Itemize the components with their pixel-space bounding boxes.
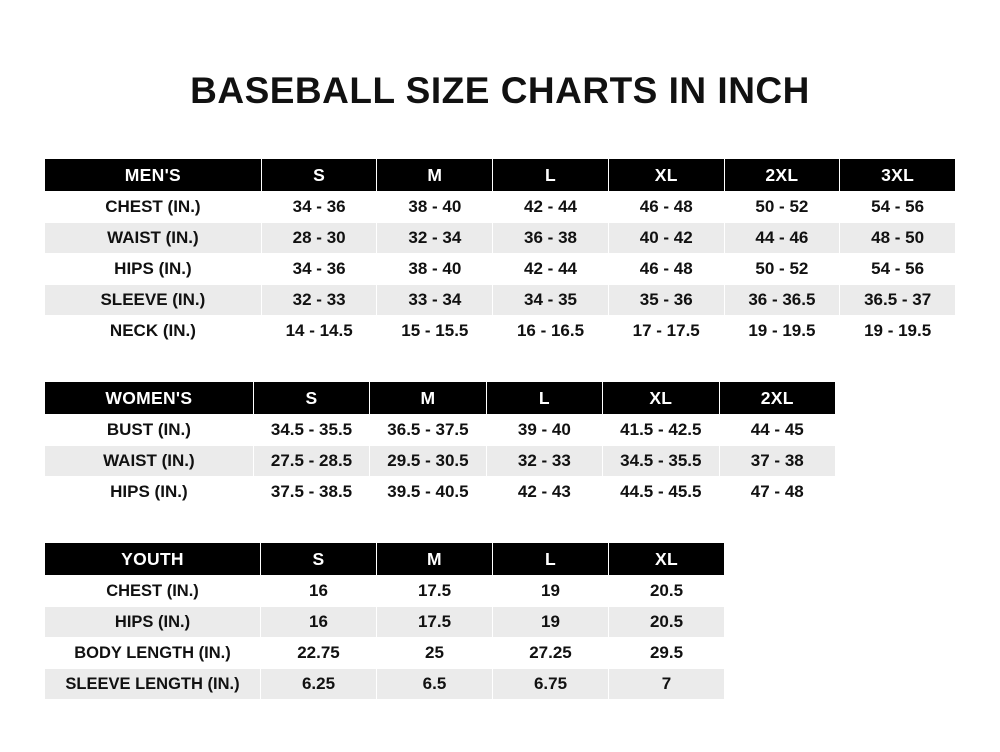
cell: 54 - 56 bbox=[840, 192, 956, 223]
row-label: WAIST (IN.) bbox=[45, 446, 254, 477]
cell: 16 bbox=[261, 576, 377, 607]
womens-table-header bbox=[45, 382, 836, 415]
mens-size-table bbox=[44, 158, 956, 347]
cell: 19 - 19.5 bbox=[724, 316, 840, 347]
cell: 37.5 - 38.5 bbox=[253, 477, 369, 508]
cell: 6.25 bbox=[261, 669, 377, 700]
row-label: HIPS (IN.) bbox=[45, 607, 261, 638]
youth-table-header bbox=[45, 543, 725, 576]
cell: 27.5 - 28.5 bbox=[253, 446, 369, 477]
womens-header-l: L bbox=[486, 382, 602, 415]
table-row bbox=[45, 285, 956, 316]
table-row bbox=[45, 223, 956, 254]
cell: 32 - 33 bbox=[261, 285, 377, 316]
cell: 34 - 35 bbox=[493, 285, 609, 316]
page-title: BASEBALL SIZE CHARTS IN INCH bbox=[190, 70, 810, 111]
cell: 28 - 30 bbox=[261, 223, 377, 254]
cell: 6.75 bbox=[493, 669, 609, 700]
womens-table-body bbox=[45, 415, 836, 508]
cell: 17 - 17.5 bbox=[608, 316, 724, 347]
cell: 46 - 48 bbox=[608, 192, 724, 223]
cell: 32 - 34 bbox=[377, 223, 493, 254]
cell: 36 - 36.5 bbox=[724, 285, 840, 316]
youth-header-s: S bbox=[261, 543, 377, 576]
youth-table-body bbox=[45, 576, 725, 700]
cell: 40 - 42 bbox=[608, 223, 724, 254]
row-label: SLEEVE LENGTH (IN.) bbox=[45, 669, 261, 700]
cell: 44 - 46 bbox=[724, 223, 840, 254]
table-row bbox=[45, 638, 725, 669]
row-label: SLEEVE (IN.) bbox=[45, 285, 262, 316]
mens-table-body bbox=[45, 192, 956, 347]
row-label: BUST (IN.) bbox=[45, 415, 254, 446]
cell: 34.5 - 35.5 bbox=[603, 446, 719, 477]
mens-header-m: M bbox=[377, 159, 493, 192]
table-row bbox=[45, 415, 836, 446]
cell: 32 - 33 bbox=[486, 446, 602, 477]
cell: 47 - 48 bbox=[719, 477, 835, 508]
row-label: HIPS (IN.) bbox=[45, 254, 262, 285]
cell: 29.5 - 30.5 bbox=[370, 446, 486, 477]
cell: 16 bbox=[261, 607, 377, 638]
cell: 42 - 44 bbox=[493, 254, 609, 285]
cell: 29.5 bbox=[609, 638, 725, 669]
mens-header-s: S bbox=[261, 159, 377, 192]
cell: 16 - 16.5 bbox=[493, 316, 609, 347]
cell: 54 - 56 bbox=[840, 254, 956, 285]
table-row bbox=[45, 192, 956, 223]
cell: 44 - 45 bbox=[719, 415, 835, 446]
cell: 39.5 - 40.5 bbox=[370, 477, 486, 508]
cell: 42 - 44 bbox=[493, 192, 609, 223]
womens-header-m: M bbox=[370, 382, 486, 415]
row-label: CHEST (IN.) bbox=[45, 576, 261, 607]
cell: 48 - 50 bbox=[840, 223, 956, 254]
youth-header-category: YOUTH bbox=[45, 543, 261, 576]
table-row bbox=[45, 316, 956, 347]
table-header-row bbox=[45, 543, 725, 576]
cell: 44.5 - 45.5 bbox=[603, 477, 719, 508]
cell: 20.5 bbox=[609, 576, 725, 607]
cell: 35 - 36 bbox=[608, 285, 724, 316]
cell: 33 - 34 bbox=[377, 285, 493, 316]
table-row bbox=[45, 607, 725, 638]
table-header-row bbox=[45, 159, 956, 192]
cell: 22.75 bbox=[261, 638, 377, 669]
womens-header-category: WOMEN'S bbox=[45, 382, 254, 415]
cell: 6.5 bbox=[377, 669, 493, 700]
womens-header-2xl: 2XL bbox=[719, 382, 835, 415]
cell: 15 - 15.5 bbox=[377, 316, 493, 347]
cell: 37 - 38 bbox=[719, 446, 835, 477]
cell: 25 bbox=[377, 638, 493, 669]
mens-header-xl: XL bbox=[608, 159, 724, 192]
cell: 17.5 bbox=[377, 607, 493, 638]
table-row bbox=[45, 576, 725, 607]
row-label: CHEST (IN.) bbox=[45, 192, 262, 223]
row-label: NECK (IN.) bbox=[45, 316, 262, 347]
mens-header-category: MEN'S bbox=[45, 159, 262, 192]
cell: 19 - 19.5 bbox=[840, 316, 956, 347]
womens-size-table bbox=[44, 381, 836, 508]
cell: 19 bbox=[493, 576, 609, 607]
mens-header-l: L bbox=[493, 159, 609, 192]
cell: 34 - 36 bbox=[261, 192, 377, 223]
table-header-row bbox=[45, 382, 836, 415]
cell: 36.5 - 37 bbox=[840, 285, 956, 316]
cell: 38 - 40 bbox=[377, 192, 493, 223]
youth-header-m: M bbox=[377, 543, 493, 576]
cell: 41.5 - 42.5 bbox=[603, 415, 719, 446]
cell: 34.5 - 35.5 bbox=[253, 415, 369, 446]
row-label: BODY LENGTH (IN.) bbox=[45, 638, 261, 669]
table-row bbox=[45, 477, 836, 508]
cell: 38 - 40 bbox=[377, 254, 493, 285]
cell: 50 - 52 bbox=[724, 192, 840, 223]
womens-header-s: S bbox=[253, 382, 369, 415]
cell: 50 - 52 bbox=[724, 254, 840, 285]
cell: 20.5 bbox=[609, 607, 725, 638]
cell: 7 bbox=[609, 669, 725, 700]
cell: 46 - 48 bbox=[608, 254, 724, 285]
cell: 14 - 14.5 bbox=[261, 316, 377, 347]
table-row bbox=[45, 254, 956, 285]
mens-header-3xl: 3XL bbox=[840, 159, 956, 192]
cell: 36.5 - 37.5 bbox=[370, 415, 486, 446]
womens-header-xl: XL bbox=[603, 382, 719, 415]
cell: 19 bbox=[493, 607, 609, 638]
cell: 34 - 36 bbox=[261, 254, 377, 285]
cell: 17.5 bbox=[377, 576, 493, 607]
mens-table-header bbox=[45, 159, 956, 192]
mens-header-2xl: 2XL bbox=[724, 159, 840, 192]
cell: 42 - 43 bbox=[486, 477, 602, 508]
youth-size-table bbox=[44, 542, 725, 700]
table-row bbox=[45, 446, 836, 477]
table-row bbox=[45, 669, 725, 700]
row-label: WAIST (IN.) bbox=[45, 223, 262, 254]
cell: 39 - 40 bbox=[486, 415, 602, 446]
cell: 27.25 bbox=[493, 638, 609, 669]
cell: 36 - 38 bbox=[493, 223, 609, 254]
youth-header-l: L bbox=[493, 543, 609, 576]
tables-container bbox=[0, 158, 1000, 700]
row-label: HIPS (IN.) bbox=[45, 477, 254, 508]
youth-header-xl: XL bbox=[609, 543, 725, 576]
